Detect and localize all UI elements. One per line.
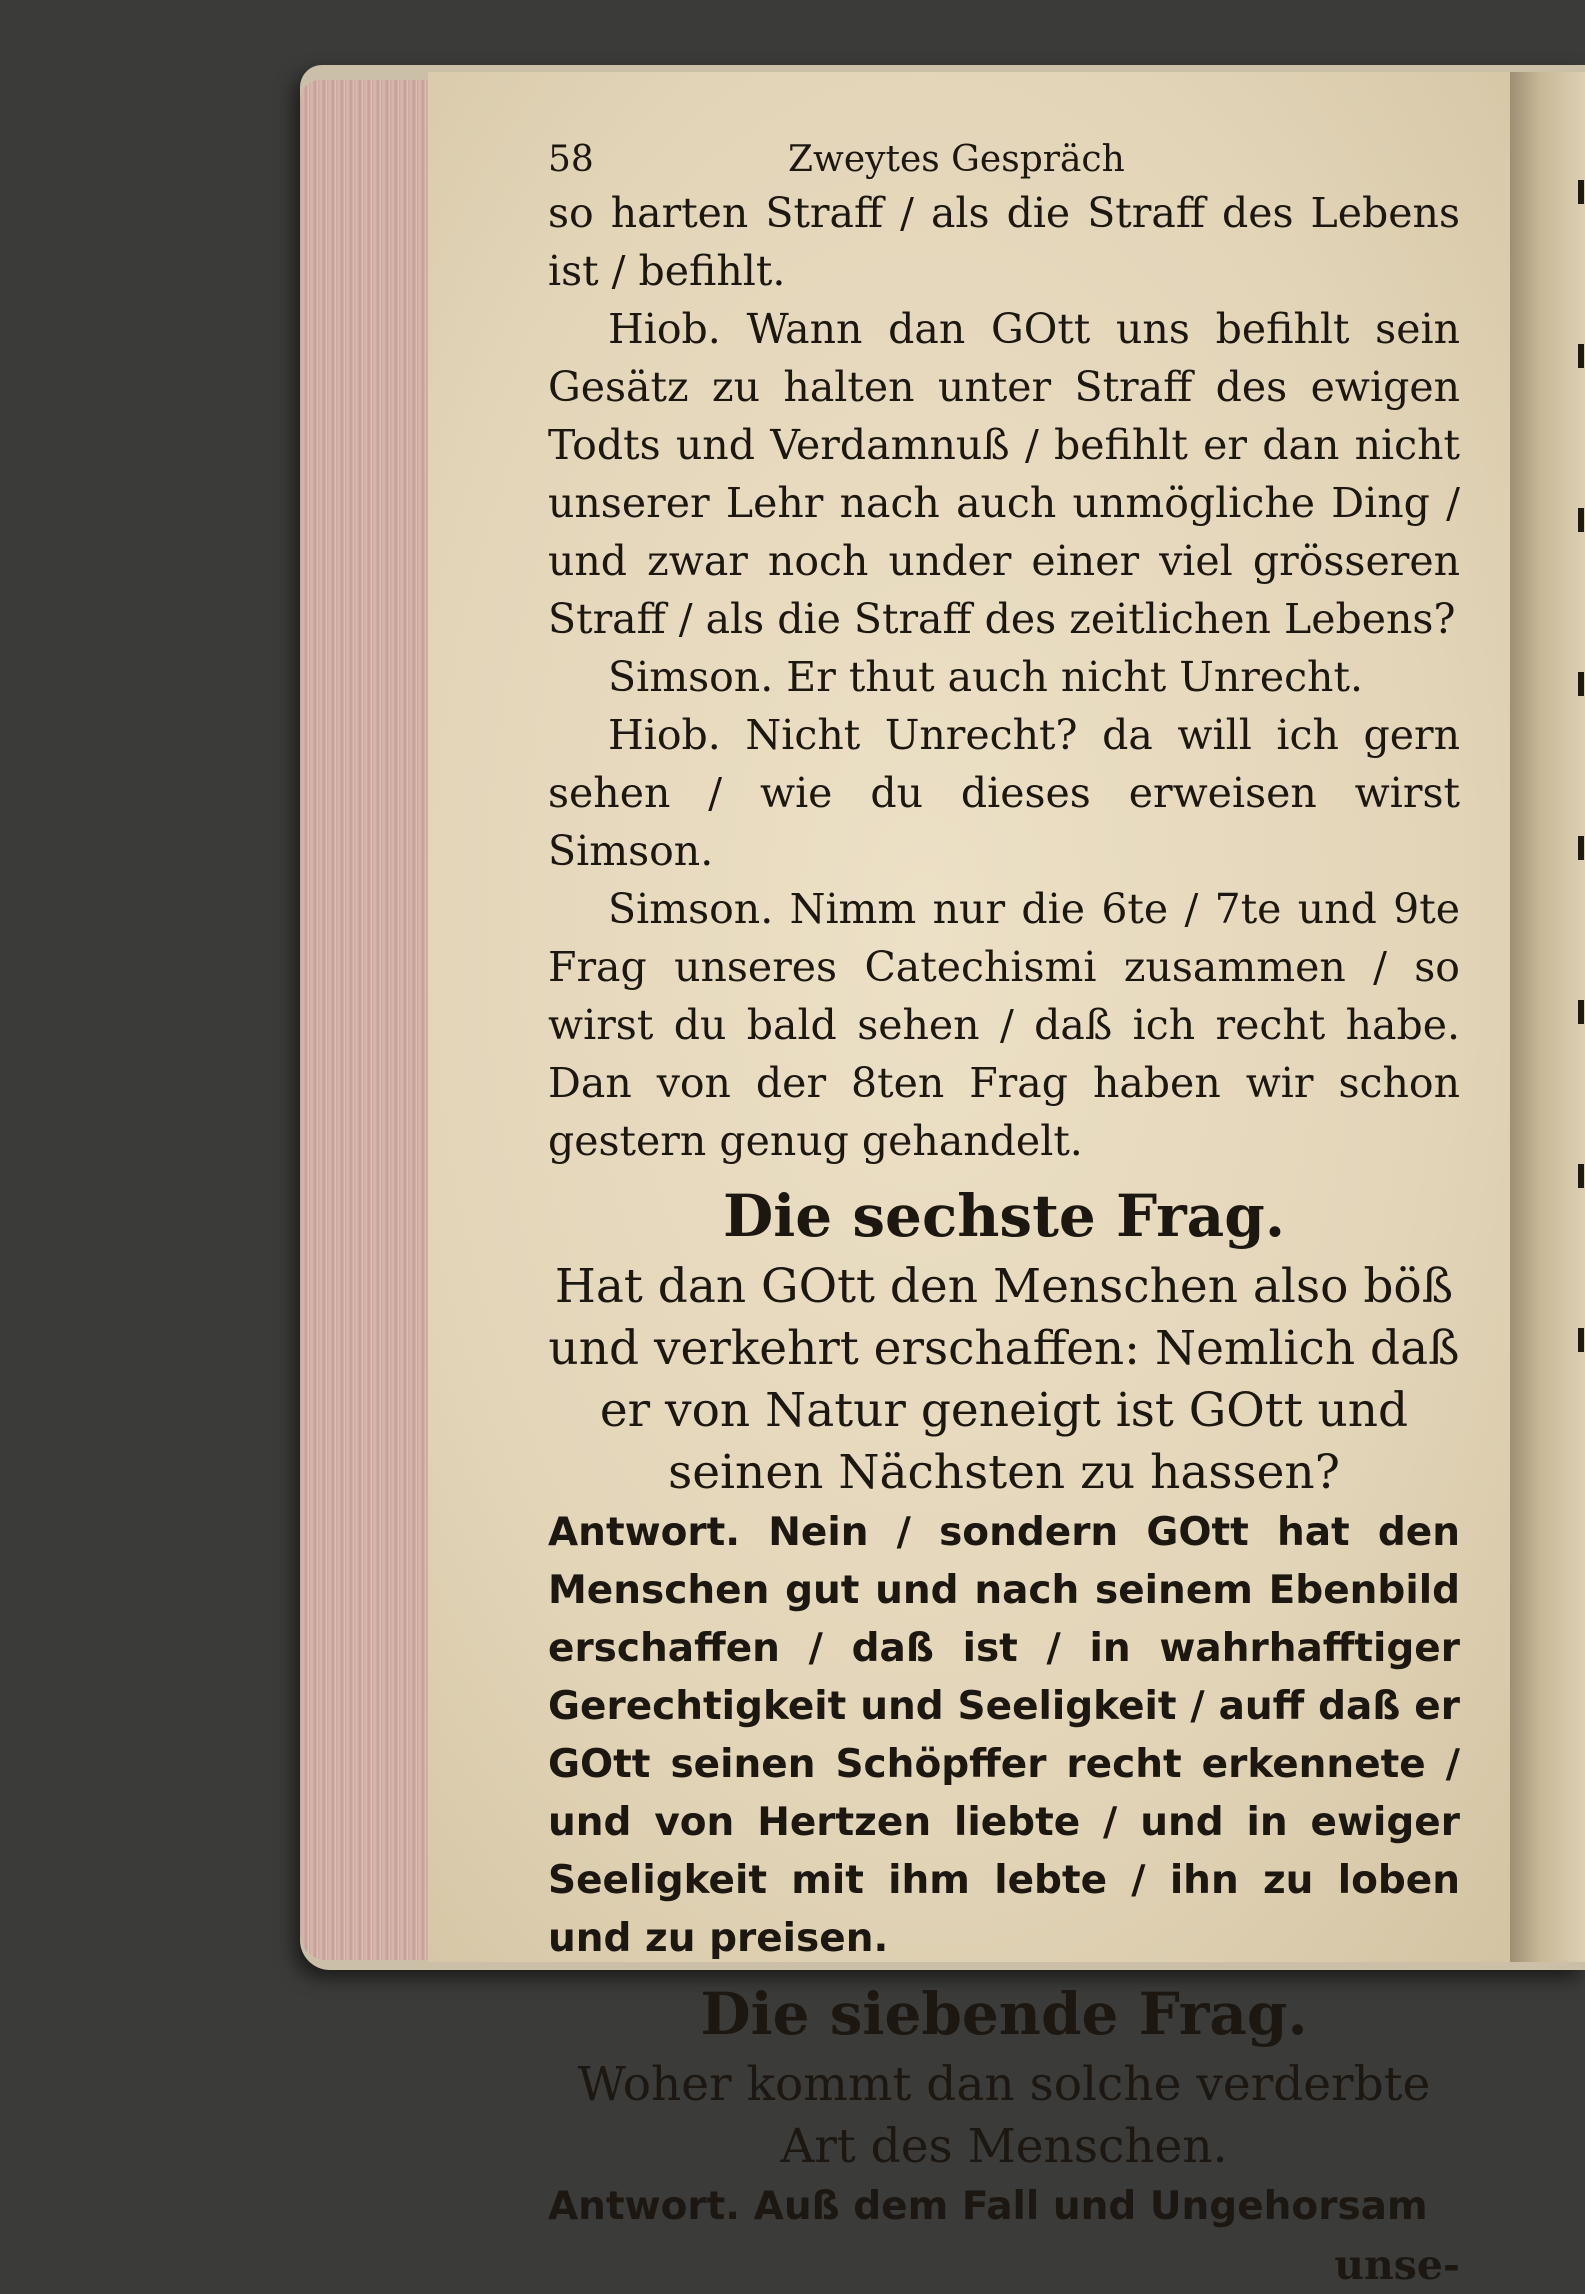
- facing-page-text-fragments: [1578, 180, 1585, 1480]
- question-7-answer: Antwort. Auß dem Fall und Ungehorsam: [548, 2184, 1428, 2229]
- paragraph: Hiob. Nicht Unrecht? da will ich gern sehen / wie du dieses erweisen wirst Simson.: [548, 711, 1460, 875]
- paragraph: so harten Straff / als die Straff des Lebens ist / befihlt.: [548, 189, 1460, 295]
- page-edges: [300, 80, 428, 1960]
- paragraph: Hiob. Wann dan GOtt uns befihlt sein Gesätz zu halten unter Straff des ewigen Todts und Verdamnuß / befihlt er dan nicht unserer Lehr nach auch unmögliche Ding / und zwar noch under einer viel grösseren Straff / als die Straff des zeitlichen Lebens?: [548, 305, 1460, 643]
- running-head-title: Zweytes Gespräch: [788, 139, 1125, 180]
- question-6-text: Hat dan GOtt den Menschen also böß und verkehrt erschaffen: Nemlich daß er von Natur geneigt ist GOtt und seinen Nächsten zu hassen?: [548, 1259, 1460, 1500]
- question-6-heading: Die sechste Frag.: [722, 1182, 1286, 1250]
- paragraph: Simson. Er thut auch nicht Unrecht.: [608, 653, 1363, 701]
- page-text: [548, 140, 1460, 2294]
- page-number: 58: [548, 139, 594, 180]
- paragraph: Simson. Nimm nur die 6te / 7te und 9te Frag unseres Catechismi zusammen / so wirst du bald sehen / daß ich recht habe. Dan von der 8ten Frag haben wir schon gestern genug gehandelt.: [548, 885, 1460, 1165]
- question-6-answer: Antwort. Nein / sondern GOtt hat den Menschen gut und nach seinem Ebenbild erschaffen / daß ist / in wahrhafftiger Gerechtigkeit und Seeligkeit / auff daß er GOtt seinen Schöpffer recht erkennete / und von Hertzen liebte / und in ewiger Seeligkeit mit ihm lebte / ihn zu loben und zu preisen.: [548, 1510, 1460, 1961]
- page-gutter: [1510, 72, 1585, 1962]
- catchword: unse-: [1334, 2241, 1460, 2289]
- question-7-heading: Die siebende Frag.: [700, 1980, 1308, 2048]
- running-header: [548, 140, 1460, 180]
- question-7-text: Woher kommt dan solche verderbte Art des Menschen.: [577, 2057, 1431, 2174]
